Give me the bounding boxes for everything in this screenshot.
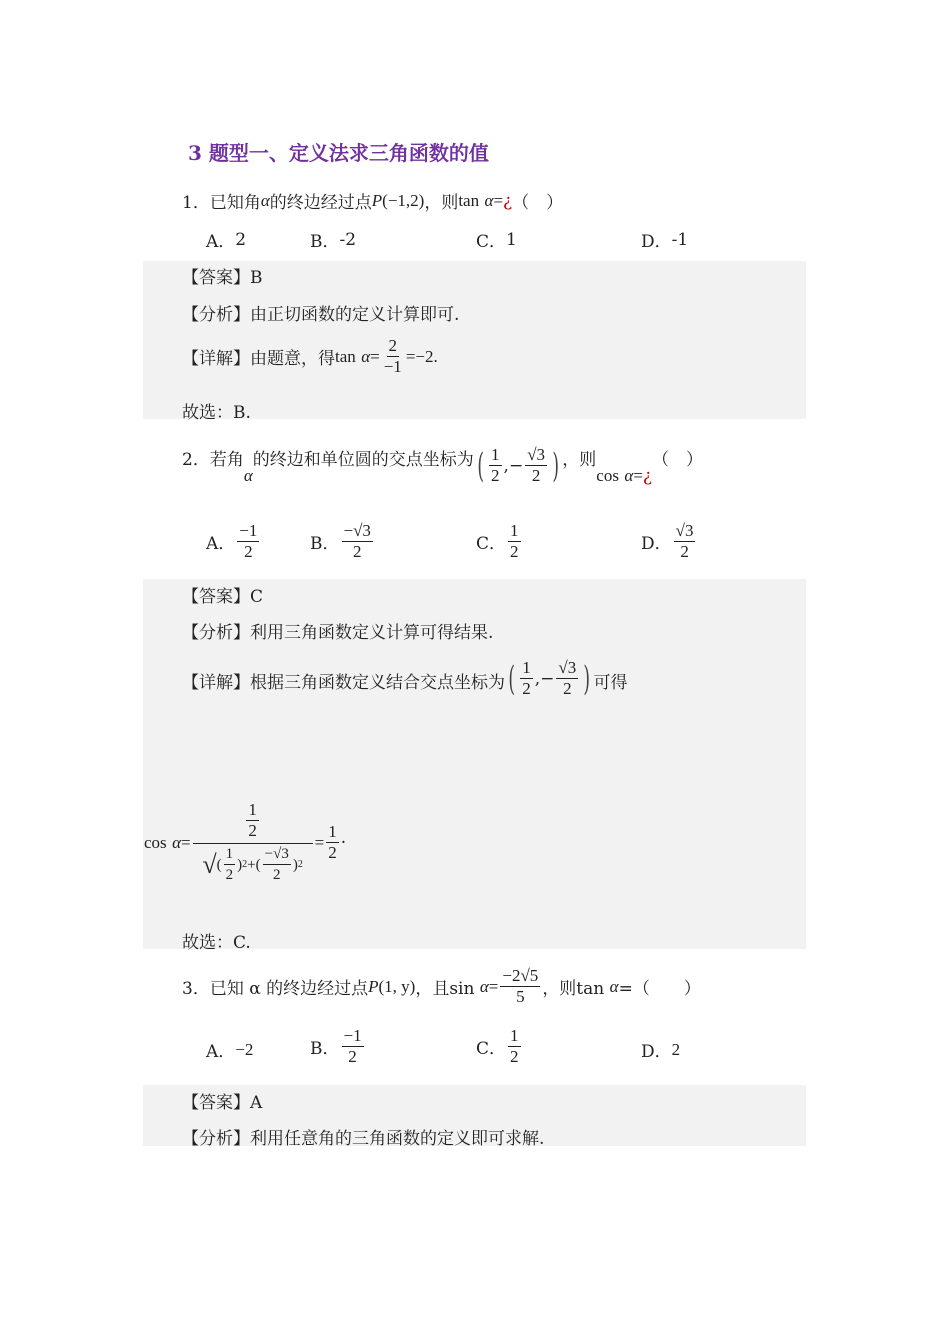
numerator: 1 [510,1026,519,1045]
equals: = [488,976,499,996]
option-value: 2 [671,1039,681,1059]
blank: =（ ） [618,979,701,999]
fraction [489,445,502,486]
alpha: α [479,976,489,996]
text: 的终边经过点 [269,193,372,213]
equals: = [493,190,504,210]
option-label: B． [310,1039,340,1059]
numerator: √3 [558,658,577,677]
option-label: C． [476,232,507,252]
alpha: α [624,465,634,485]
plus: + [247,856,256,873]
fraction [556,658,578,699]
choose-2: 故选：C. [182,933,251,953]
text: 2．若角 [182,450,244,470]
cos: cos [144,832,167,852]
denominator: 2 [510,1047,519,1066]
option-label: C． [476,534,507,554]
fraction [237,521,259,562]
numerator: √3 [527,445,546,464]
denominator: 2 [328,843,337,862]
fraction [246,800,259,841]
numerator: −2√5 [502,966,539,985]
big-fraction [193,800,313,885]
text: 3．已知 α 的终边经过点 [182,979,369,999]
numerator: √3 [675,521,694,540]
numerator: −1 [239,521,258,540]
numerator: −√3 [263,844,291,865]
text: ，且sin [415,979,475,999]
comma: , [534,668,541,689]
numerator: 1 [491,445,500,464]
alpha: α [361,346,371,366]
denominator: 2 [491,466,500,485]
option-value: 2 [235,229,247,250]
option-b [310,1026,366,1067]
fraction [342,521,373,562]
option-value: 1 [506,229,517,250]
option-label: A． [206,1042,236,1062]
fraction [342,1026,364,1067]
numerator: 1 [328,822,337,841]
text: ，则 [562,450,597,470]
analysis-2: 【分析】利用三角函数定义计算可得结果. [182,623,494,643]
denominator: 2 [272,867,281,883]
denominator: 2 [225,867,234,883]
exponent: 2 [297,858,303,870]
option-d [641,227,688,252]
root-sign: √ [202,849,217,879]
numerator: 1 [510,521,519,540]
question-2-stem [182,445,703,486]
equals: = [314,832,325,852]
point-label: P [368,976,379,996]
option-c [476,521,523,562]
analysis-1: 【分析】由正切函数的定义计算即可. [182,305,460,325]
question-1-stem [182,188,563,213]
alpha: α [484,190,494,210]
option-label: A． [206,232,236,252]
numerator [193,800,313,844]
numerator: −1 [343,1026,362,1045]
fraction [382,336,404,377]
fraction [674,521,696,562]
alpha: α [243,465,253,485]
fraction [508,521,521,562]
text: 的终边和单位圆的交点坐标为 [252,450,474,470]
option-label: D． [641,232,672,252]
fraction [224,844,236,885]
point-label: P [371,190,383,210]
option-value: -2 [339,229,357,250]
text: =−2. [405,346,438,366]
alpha: α [172,832,182,852]
answer-3: 【答案】A [182,1093,263,1113]
numerator: −√3 [343,521,371,540]
equals: = [633,465,643,485]
minus: − [540,668,555,689]
fraction [326,822,339,863]
denominator: 2 [510,542,519,561]
numerator: 1 [522,658,531,677]
section-heading: 3 题型一、定义法求三角函数的值 [188,141,489,165]
paren: ( [508,658,515,699]
answer-1: 【答案】B [182,268,263,288]
tan: tan [335,346,356,366]
denominator: 2 [248,821,257,840]
option-label: D． [641,534,672,554]
paren: ) [552,445,559,486]
analysis-3: 【分析】利用任意角的三角函数的定义即可求解. [182,1129,545,1149]
fraction [500,966,540,1007]
numerator: 2 [388,336,398,355]
denominator: 5 [516,987,525,1006]
equals: = [181,832,191,852]
broken-char: ¿ [642,465,653,486]
option-a [206,1037,253,1062]
broken-char: ¿ [503,190,513,211]
detail-1 [182,336,438,377]
denominator: −1 [383,357,402,376]
option-label: B． [310,534,340,554]
point-coords: (−1,2) [382,190,425,210]
tan: tan [458,190,480,210]
option-b [310,227,356,252]
option-label: C． [476,1039,507,1059]
text: 【详解】由题意，得 [182,349,335,369]
option-label: B． [310,232,340,252]
fraction [525,445,547,486]
text: 可得 [593,673,628,693]
alpha: α [260,190,270,210]
option-label: D． [641,1042,672,1062]
question-3-stem [182,966,701,1007]
option-value: −2 [235,1039,254,1059]
denominator: 2 [348,1047,357,1066]
denominator: √ ( $\frac{1}{2}$ ) 2 + ( $\frac{-√3}{2}$ ) 2 [202,846,303,883]
fraction [520,658,533,699]
choose-1: 故选：B. [182,403,251,423]
blank: （ ） [512,193,564,213]
answer-2: 【答案】C [182,587,264,607]
text: ，则 [424,193,459,213]
option-a [206,227,246,252]
denominator: 2 [522,679,531,698]
fraction [263,844,291,885]
option-c [476,227,517,252]
numerator: 1 [248,800,257,819]
minus: − [508,455,524,476]
cos-formula [144,800,346,885]
denominator: 2 [563,679,572,698]
paren: ( [477,445,484,486]
paren: ) [583,658,591,699]
detail-2 [182,658,628,699]
text: ，则tan [542,979,605,999]
denominator: 2 [531,466,541,485]
numerator: 1 [224,844,236,865]
comma: , [503,455,509,476]
option-value: -1 [671,229,689,250]
text: 1．已知角 [182,193,261,213]
period: · [340,832,347,853]
denominator: 2 [680,542,689,561]
point-coords: (1, y) [378,976,416,996]
equals: = [370,346,380,366]
option-label: A． [206,534,236,554]
option-d [641,521,697,562]
cos: cos [596,465,619,485]
alpha: α [609,976,619,996]
option-c [476,1026,523,1067]
blank: （ ） [652,450,704,470]
option-a [206,521,261,562]
fraction [508,1026,521,1067]
option-d [641,1037,680,1062]
denominator: 2 [244,542,253,561]
exponent: 2 [242,858,248,870]
text: 【详解】根据三角函数定义结合交点坐标为 [182,673,505,693]
option-b [310,521,375,562]
denominator: 2 [352,542,362,561]
